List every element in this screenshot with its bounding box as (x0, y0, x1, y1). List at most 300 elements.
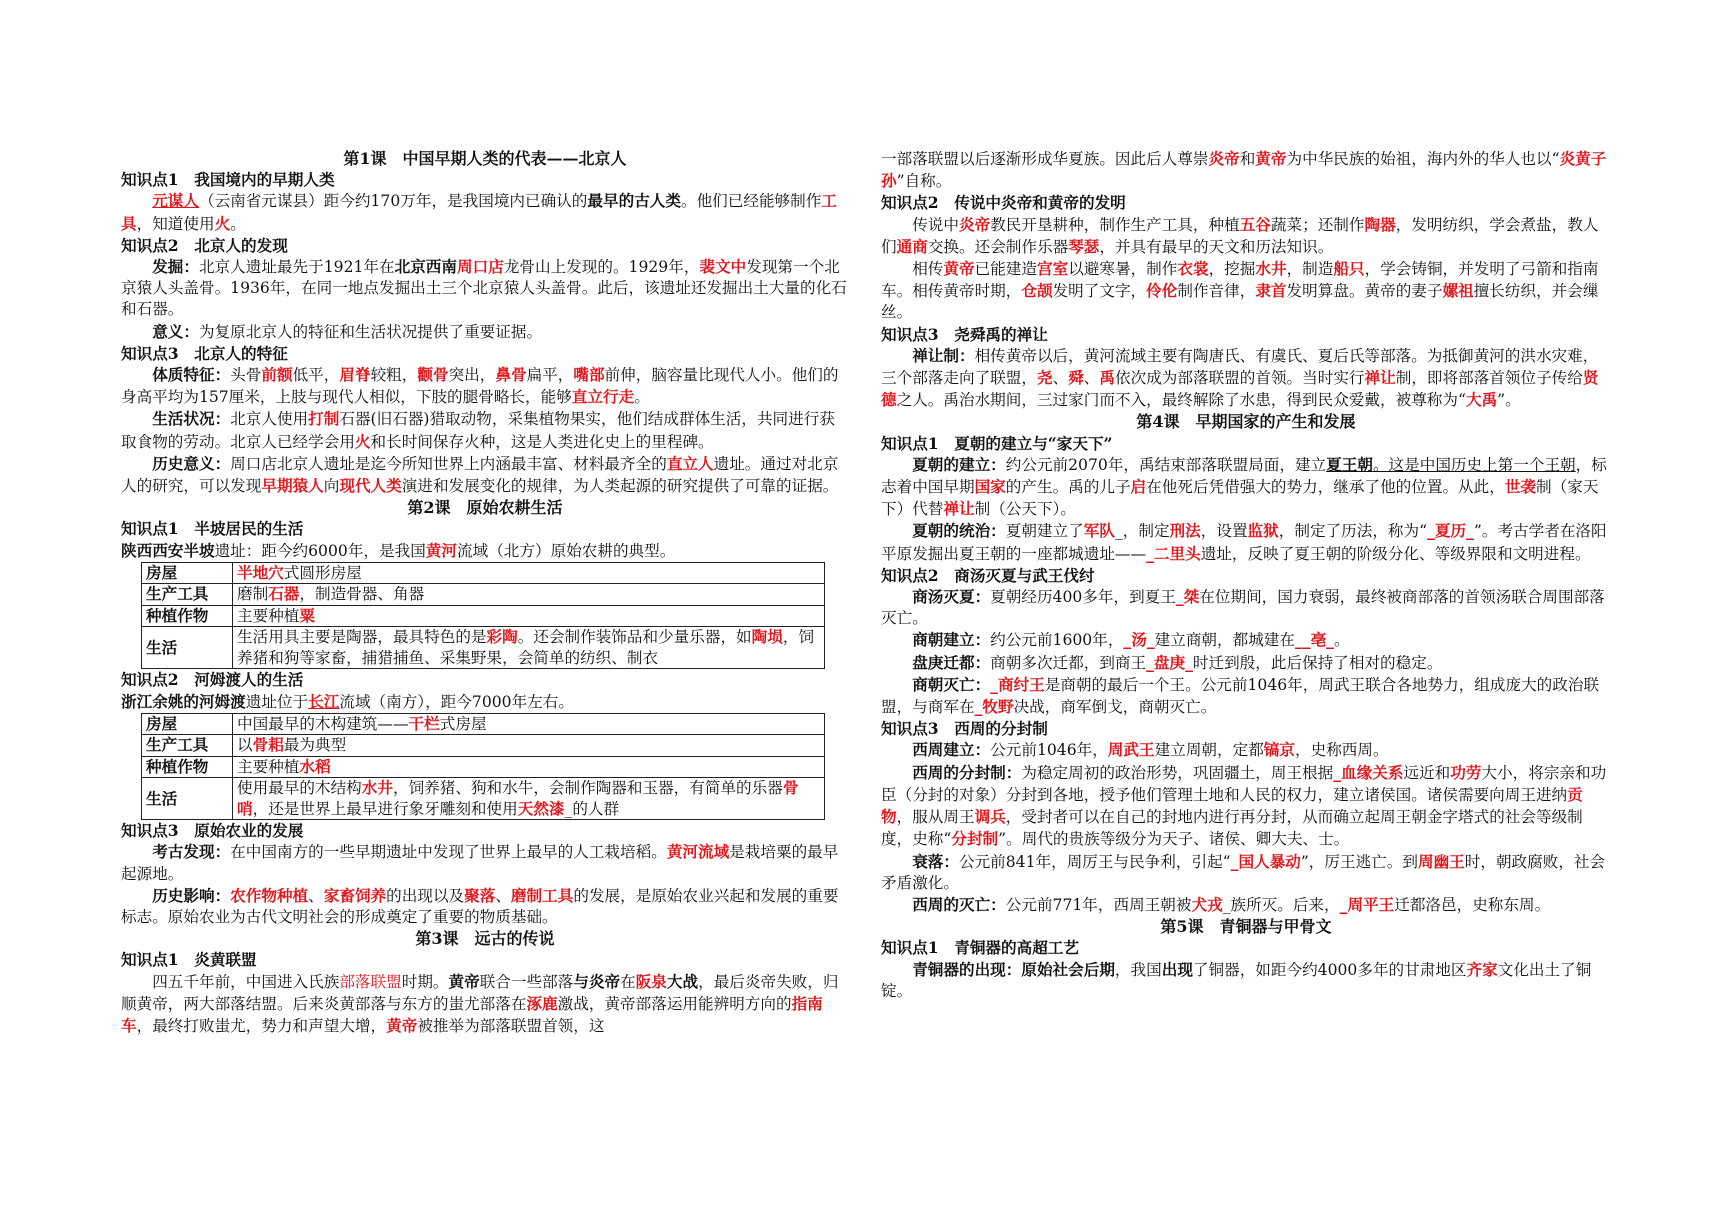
text: 商朝多次迁都，到商王 (990, 653, 1147, 672)
text: 夏朝建立了 (1005, 522, 1084, 541)
text: ”。 (1497, 391, 1521, 410)
paragraph (881, 894, 1611, 916)
text: 之人。禹治水期间，三过家门而不入，最终解除了水患，得到民众爱戴，被尊称为“ (896, 391, 1466, 410)
paragraph (121, 256, 849, 321)
text: ，饲养猪、狗和水牛，会制作陶器和玉器，有简单的乐器 (392, 779, 783, 798)
text: ，最后炎帝失败，归顺黄帝，两大部落结盟。后来炎黄部落与东方的蚩尤部落在 (121, 972, 839, 1013)
text: ，学会铸铜，并发明了弓箭和指南车。相传黄帝时期， (881, 260, 1599, 301)
highlight: __亳_ (1294, 630, 1334, 650)
table-row (142, 778, 825, 820)
paragraph (881, 586, 1611, 629)
text: 扁平， (526, 366, 574, 385)
paragraph (121, 190, 849, 234)
table-row (142, 562, 825, 584)
highlight: 禅让 (943, 499, 975, 519)
term: 夏朝的建立： (912, 454, 1006, 474)
highlight: 船只 (1333, 259, 1365, 279)
text: 约公元前1600年， (990, 631, 1124, 650)
knowledge-point-heading: 知识点3 西周的分封制 (881, 719, 1048, 739)
highlight: 嫘祖 (1442, 281, 1474, 301)
paragraph (881, 674, 1611, 718)
text: ”自称。 (896, 172, 952, 191)
text: 流域（北方）原始农耕的典型。 (457, 541, 676, 560)
highlight: _牧野 (974, 697, 1014, 717)
lesson-3-title: 第3课 远古的传说 (415, 929, 555, 949)
text: 主要种植 (237, 757, 300, 776)
highlight: 眉脊 (339, 365, 371, 385)
text: 、 (1083, 369, 1100, 388)
highlight: 陶埙 (751, 627, 783, 647)
term: 商汤灭夏： (912, 587, 991, 607)
table-cell (233, 605, 825, 627)
highlight: _二里头 (1146, 543, 1201, 563)
table-row (142, 605, 825, 627)
paragraph (121, 408, 849, 452)
highlight: 石器 (268, 584, 300, 604)
table-cell (233, 778, 825, 820)
highlight: 世袭 (1504, 477, 1537, 497)
text: 石器(旧石器)猎取动物，采集植物果实，他们结成群体生活，共同进行获取食物的劳动。北京人已经学会用 (121, 410, 835, 451)
table-row (142, 713, 825, 735)
text: 决战，商军倒戈，商朝灭亡。 (1013, 698, 1217, 717)
highlight: 直立行走 (571, 387, 635, 407)
term: 发掘： (152, 257, 199, 277)
text: 四五千年前，中国进入氏族 (152, 972, 340, 991)
text: 被推举为部落联盟首领，这 (417, 1017, 605, 1036)
paragraph (881, 652, 1611, 674)
text: 。这是中国历史上第一个王朝 (1372, 455, 1576, 474)
highlight: 半地穴 (237, 562, 284, 582)
highlight: 嘴部 (573, 365, 605, 385)
table-row (142, 735, 825, 757)
paragraph (121, 321, 849, 343)
highlight: _汤_ (1123, 630, 1155, 650)
text: 激战，黄帝部落运用能辨明方向的 (557, 994, 792, 1013)
text: 在中国南方的一些早期遗址中发现了世界上最早的人工栽培稻。 (230, 843, 667, 862)
text: 制（公天下）。 (974, 500, 1076, 519)
text: 式圆形房屋 (283, 563, 362, 582)
term: 陕西西安半坡 (121, 540, 215, 560)
highlight: 火 (354, 431, 371, 451)
text: ，还是世界上最早进行象牙雕刻和使用 (252, 799, 518, 818)
right-column (881, 148, 1611, 1002)
highlight: 阪泉 (635, 971, 667, 991)
highlight: 禅让 (1364, 368, 1396, 388)
term: 青铜器的出现：原始社会后期 (912, 959, 1115, 979)
text: 的产生。禹的儿子 (1005, 478, 1131, 497)
text: 。 (634, 388, 650, 407)
highlight: 炎黄子孙 (881, 149, 1607, 191)
text: 、 (308, 886, 324, 905)
term: 商朝灭亡： (912, 674, 991, 694)
text: 在 (620, 972, 636, 991)
paragraph (881, 345, 1611, 412)
text: 遗址。通过对北京人的研究，可以发现 (121, 454, 839, 496)
text: 发明了文字， (1052, 282, 1147, 301)
text: 传说中 (912, 215, 959, 234)
term: 体质特征： (152, 365, 231, 385)
highlight: 打制 (308, 409, 340, 429)
paragraph (121, 885, 849, 928)
text: 公元前771年，西周王朝被 (1005, 895, 1192, 914)
text: 北京人使用 (230, 410, 309, 429)
text: 时，朝政腐败，社会矛盾激化。 (881, 852, 1606, 892)
highlight: _血缘关系 (1333, 762, 1404, 782)
highlight: 工具 (121, 191, 837, 233)
text: 遗址：距今约6000年，是我国 (214, 541, 426, 560)
knowledge-point-heading: 知识点3 北京人的特征 (121, 343, 288, 363)
highlight: 琴瑟 (1068, 236, 1100, 256)
highlight: 前额 (261, 365, 293, 385)
text: 约公元前2070年，禹结束部落联盟局面，建立 (1005, 455, 1327, 474)
text: 演进和发展变化的规律，为人类起源的研究提供了可靠的证据。 (401, 477, 839, 496)
highlight: 元谋人 (152, 191, 199, 211)
text: 最早的古人类 (587, 191, 681, 211)
text: 蔬菜；还制作 (1270, 215, 1365, 234)
highlight: _桀 (1175, 587, 1200, 607)
highlight: 衣裳 (1177, 259, 1209, 279)
text: 公元前841年，周厉王与民争利，引起“ (958, 852, 1231, 871)
table-cell (233, 713, 825, 735)
text: ，我国 (1114, 960, 1162, 979)
highlight: 炎帝 (958, 214, 991, 234)
text: 的出现以及 (386, 886, 465, 905)
text: 为复原北京人的特征和生活状况提供了重要证据。 (198, 322, 543, 341)
knowledge-point-heading: 知识点1 半坡居民的生活 (121, 519, 304, 539)
highlight: 周幽王 (1417, 851, 1465, 871)
text: 头骨 (230, 366, 262, 385)
highlight: 骨哨 (237, 778, 799, 818)
highlight: 宫室 (1036, 259, 1069, 279)
highlight: _周平王 (1339, 894, 1395, 914)
highlight: 调兵 (974, 807, 1006, 827)
paragraph (881, 762, 1611, 851)
highlight: 部落联盟 (339, 972, 402, 991)
highlight: 裴文中 (699, 257, 747, 277)
text: 发现第一个北京猿人头盖骨。1936年，在同一地点发掘出土三个北京猿人头盖骨。此后，该遗址还发掘出土大量的化石和石器。 (121, 258, 847, 319)
table-header-cell: 生产工具 (142, 735, 233, 757)
text: 建立商朝，都城建在 (1154, 631, 1295, 650)
text: 遗址，反映了夏王朝的阶级分化、等级界限和文明进程。 (1200, 544, 1591, 563)
highlight: _盘庚_ (1146, 652, 1193, 672)
text: 。还会制作装饰品和少量乐器，如 (517, 628, 752, 647)
highlight: 国家 (974, 477, 1006, 497)
term: 禅让制： (912, 345, 975, 365)
paragraph (121, 540, 849, 562)
highlight: _夏历_ (1427, 521, 1474, 541)
table-cell (233, 735, 825, 757)
lesson-5-title: 第5课 青铜器与甲骨文 (1160, 917, 1332, 937)
term: 历史意义： (152, 453, 231, 473)
term: 意义： (152, 321, 199, 341)
highlight: 直立人 (666, 453, 714, 473)
text: 式房屋 (439, 714, 487, 733)
text: 时期。 (401, 972, 449, 991)
text: 制，即将部落首领位子传给 (1395, 369, 1583, 388)
highlight: 早期猿人 (261, 476, 324, 496)
text: ，受封者可以在自己的封地内进行再分封，从而确立起周王朝金字塔式的社会等级制度，史称“ (881, 808, 1583, 849)
highlight: 黄帝 (1255, 149, 1287, 168)
highlight: 火 (214, 213, 231, 233)
highlight: 磨制工具 (510, 885, 574, 905)
text: 联合一些部落 (479, 972, 574, 991)
paragraph (881, 258, 1611, 324)
highlight: 家畜饲养 (323, 885, 387, 905)
highlight: 贤德 (881, 368, 1599, 410)
text: 黄帝 (448, 971, 480, 991)
knowledge-point-heading: 知识点1 我国境内的早期人类 (121, 170, 335, 190)
banpo-table (141, 562, 825, 670)
paragraph (881, 959, 1611, 1002)
text: 擅长纺织，并会缫丝。 (881, 282, 1599, 322)
text: ，饲养猪和狗等家畜，捕猎捕鱼、采集野果，会简单的纺织、制衣 (237, 628, 815, 667)
text: 已能建造 (974, 260, 1037, 279)
text: 生活用具主要是陶器，最具特色的是 (237, 628, 487, 647)
highlight: 黄帝 (386, 1016, 418, 1036)
table-header-cell: 生活 (142, 778, 233, 820)
text: _族所灭。后来， (1222, 895, 1340, 914)
paragraph (121, 841, 849, 884)
text: 中国最早的木构建筑—— (237, 714, 409, 733)
text: 为中华民族的始祖，海内外的华人也以“ (1286, 150, 1560, 168)
hemudu-table (141, 713, 825, 821)
table-cell (233, 756, 825, 778)
knowledge-point-heading: 知识点1 夏朝的建立与“家天下” (881, 433, 1113, 453)
text: ，制造骨器、角器 (299, 585, 425, 604)
text: 遗址位于 (245, 692, 309, 711)
text: _，制定 (1114, 522, 1170, 541)
text: ，制造 (1286, 260, 1334, 279)
term: 历史影响： (152, 885, 231, 905)
highlight: 长江 (308, 691, 340, 711)
highlight: 镐京 (1263, 740, 1295, 760)
paragraph (881, 739, 1611, 761)
text: 主要种植 (237, 606, 300, 625)
highlight: 仓颉 (1021, 281, 1053, 301)
table-header-cell: 种植作物 (142, 756, 233, 778)
knowledge-point-heading: 知识点1 青铜器的高超工艺 (881, 938, 1079, 958)
text: 的发展，是原始农业兴起和发展的重要标志。原始农业为古代文明社会的形成奠定了重要的物质基础。 (121, 886, 839, 927)
highlight: 周口店 (457, 257, 504, 277)
lesson-2-title: 第2课 原始农耕生活 (407, 498, 563, 518)
paragraph (881, 454, 1611, 521)
text: 和长时间保存火种，这是人类进化史上的里程碑。 (370, 432, 714, 451)
table-header-cell: 房屋 (142, 713, 233, 735)
highlight: 聚落 (464, 885, 496, 905)
knowledge-point-heading: 知识点1 炎黄联盟 (121, 950, 257, 970)
term: 西周的灭亡： (912, 894, 1006, 914)
highlight: 贡物 (881, 784, 1583, 827)
highlight: 鼻骨 (495, 365, 527, 385)
text: 低平， (292, 366, 340, 385)
table-cell (233, 562, 825, 584)
text: 最为典型 (283, 736, 347, 755)
lesson-1-title: 第1课 中国早期人类的代表——北京人 (343, 149, 627, 168)
text: 是商朝的最后一个王。公元前1046年，周武王联合各地势力，组成庞大的政治联盟，与商军在 (881, 675, 1600, 717)
text: 出现 (1161, 959, 1193, 979)
paragraph (121, 453, 849, 497)
text: 相传黄帝以后，黄河流域主要有陶唐氏、有虞氏、夏后氏等部落。为抵御黄河的洪水灾难，三个部落走向了联盟， (881, 346, 1599, 388)
highlight: 大禹 (1465, 390, 1498, 410)
paragraph (881, 520, 1611, 564)
text: 大小，将宗亲和功臣（分封的对象）分封到各地，授予他们管理土地和人民的权力，建立诸侯国。诸侯需要向周王进纳 (881, 763, 1607, 804)
left-column (121, 148, 849, 1037)
paragraph (121, 971, 849, 1038)
text: 使用最早的木结构 (237, 779, 362, 798)
highlight: _商纣王 (990, 674, 1045, 694)
paragraph (881, 148, 1611, 192)
table-header-cell: 生产工具 (142, 584, 233, 606)
table-cell (233, 627, 825, 669)
text: 为稳定周初的政治形势，巩固疆土，周王根据 (1021, 763, 1334, 782)
highlight: 天然漆 (517, 798, 565, 818)
text: 在位期间，国力衰弱，最终被商部落的首领汤联合周围部落灭亡。 (881, 588, 1605, 628)
text: ，知道使用 (136, 214, 215, 233)
term: 盘庚迁都： (912, 652, 991, 672)
text: ，设置 (1200, 522, 1248, 541)
text: 较粗， (370, 366, 418, 385)
highlight: 齐家 (1466, 959, 1498, 979)
text: 、 (495, 886, 511, 905)
highlight: 周武王 (1107, 740, 1155, 760)
paragraph (121, 364, 849, 408)
text: 向 (323, 477, 340, 496)
text: 磨制 (237, 585, 269, 604)
highlight: 禹 (1099, 368, 1115, 388)
highlight: 彩陶 (486, 627, 518, 647)
text: 突出， (448, 366, 496, 385)
text: 相传 (912, 260, 944, 279)
text: 大战 (666, 971, 699, 991)
text: 前伸，脑容量比现代人小。他们的身高平均为157厘米，上肢与现代人相似，下肢的腿骨略长，能够 (121, 366, 839, 407)
text: 以 (237, 736, 253, 755)
paragraph (881, 851, 1611, 894)
highlight: 分封制 (951, 829, 999, 849)
knowledge-point-heading: 知识点3 尧舜禹的禅让 (881, 324, 1048, 344)
table-row (142, 627, 825, 669)
text: 一部落联盟以后逐渐形成华夏族。因此后人尊崇 (881, 150, 1209, 168)
highlight: 刑法 (1169, 521, 1201, 541)
highlight: _国人暴动 (1230, 851, 1301, 871)
text: ”，厉王逃亡。到 (1300, 852, 1418, 871)
text: 流域（南方），距今7000年左右。 (339, 692, 574, 711)
text: 公元前1046年， (990, 741, 1108, 760)
highlight: 黄河流域 (666, 842, 730, 862)
text: ，制定了历法，称为“ (1278, 522, 1428, 541)
highlight: 军队 (1083, 521, 1115, 541)
text: 。他们已经能够制作 (680, 192, 822, 211)
highlight: 涿鹿 (526, 993, 558, 1013)
text: 发明算盘。黄帝的妻子 (1286, 282, 1443, 301)
text: 交换。还会制作乐器 (927, 237, 1069, 256)
highlight: 黄帝 (943, 259, 975, 279)
highlight: 犬戎 (1191, 894, 1223, 914)
highlight: 现代人类 (339, 476, 402, 496)
paragraph (881, 214, 1611, 258)
table-header-cell: 生活 (142, 627, 233, 669)
table-header-cell: 种植作物 (142, 605, 233, 627)
text: 。 (230, 214, 246, 233)
highlight: 功劳 (1450, 762, 1482, 782)
text: _的人群 (564, 799, 620, 818)
highlight: 陶器 (1364, 214, 1396, 234)
term: 浙江余姚的河姆渡 (121, 691, 246, 711)
text: ，最终打败蚩尤，势力和声望大增， (136, 1017, 387, 1036)
text: 北京人遗址最先于1921年在 (198, 258, 395, 277)
text: 北京西南 (394, 257, 457, 277)
text: 在他死后凭借强大的势力，继承了他的位置。从此， (1146, 478, 1505, 497)
text: ，标志着中国早期 (881, 455, 1607, 497)
text: 了铜器，如距今约4000多年的甘肃地区 (1192, 960, 1467, 979)
term: 商朝建立： (912, 630, 991, 650)
text: 夏王朝 (1326, 454, 1373, 474)
table-header-cell: 房屋 (142, 562, 233, 584)
text: 制（家天下）代替 (881, 478, 1599, 519)
text: 制作音律， (1177, 282, 1256, 301)
knowledge-point-heading: 知识点2 传说中炎帝和黄帝的发明 (881, 193, 1126, 213)
text: ，史称西周。 (1295, 741, 1389, 760)
text: ，并具有最早的天文和历法知识。 (1099, 237, 1334, 256)
text: 建立周朝，定都 (1154, 741, 1264, 760)
text: 以避寒暑，制作 (1068, 260, 1178, 279)
term: 衰落： (912, 851, 959, 871)
text: 龙骨山上发现的。1929年， (503, 258, 700, 277)
highlight: 骨耜 (252, 735, 284, 755)
text: 迁都洛邑，史称东周。 (1394, 895, 1551, 914)
knowledge-point-heading: 知识点2 河姆渡人的生活 (121, 670, 304, 690)
text: 时迁到殷，此后保持了相对的稳定。 (1192, 653, 1443, 672)
highlight: 干栏 (408, 713, 440, 733)
knowledge-point-heading: 知识点3 原始农业的发展 (121, 821, 304, 841)
highlight: 启 (1130, 477, 1147, 497)
highlight: 颧骨 (417, 365, 449, 385)
paragraph (881, 629, 1611, 651)
text: 远近和 (1403, 763, 1451, 782)
text: （云南省元谋县）距今约170万年，是我国境内已确认的 (198, 192, 588, 211)
text: 是栽培粟的最早起源地。 (121, 843, 839, 883)
term: 生活状况： (152, 409, 231, 429)
highlight: 炎帝 (1208, 149, 1240, 168)
table-row (142, 756, 825, 778)
knowledge-point-heading: 知识点2 北京人的发现 (121, 235, 288, 255)
table-row (142, 584, 825, 606)
highlight: 水稻 (299, 756, 331, 776)
text: 与炎帝 (573, 971, 621, 991)
highlight: 舜 (1068, 368, 1084, 388)
knowledge-point-heading: 知识点2 商汤灭夏与武王伐纣 (881, 565, 1095, 585)
term: 考古发现： (152, 842, 231, 862)
term: 夏朝的统治： (912, 521, 1006, 541)
table-cell (233, 584, 825, 606)
highlight: 粟 (299, 605, 315, 625)
text: 周口店北京人遗址是迄今所知世界上内涵最丰富、材料最齐全的 (230, 454, 667, 473)
highlight: 伶伦 (1146, 281, 1178, 301)
highlight: 黄河 (425, 540, 457, 560)
highlight: 监狱 (1247, 521, 1279, 541)
text: 、 (1052, 369, 1069, 388)
text: ”。周代的贵族等级分为天子、诸侯、卿大夫、士。 (998, 830, 1350, 849)
highlight: 五谷 (1239, 214, 1271, 234)
paragraph (121, 691, 849, 713)
highlight: 水井 (361, 778, 393, 798)
lesson-4-title: 第4课 早期国家的产生和发展 (1136, 412, 1356, 432)
text: 。 (1333, 631, 1350, 650)
text: 教民开垦耕种，制作生产工具，种植 (990, 215, 1240, 234)
text: 依次成为部落联盟的首领。当时实行 (1115, 369, 1365, 388)
highlight: 农作物种植 (230, 885, 309, 905)
highlight: 水井 (1255, 259, 1287, 279)
text: ，发明纺织，学会煮盐，教人们 (881, 215, 1599, 256)
